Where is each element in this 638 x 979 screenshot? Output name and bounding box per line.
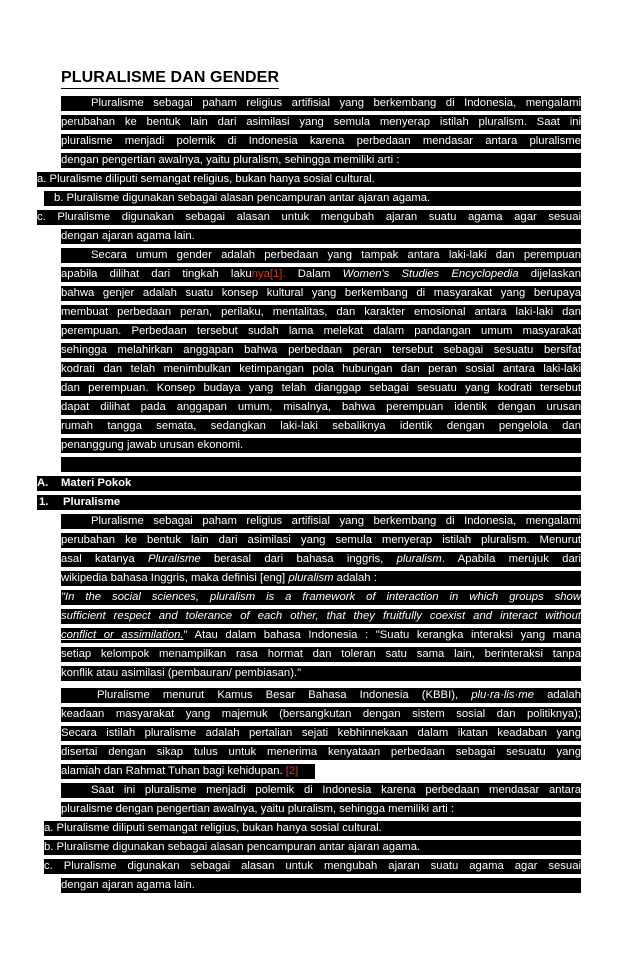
section-number: A.: [37, 477, 49, 489]
text-line: keadaan masyarakat yang majemuk (bersangkutan dengan sistem sosial dan politiknya);: [61, 708, 581, 720]
text-line: [61, 267, 581, 282]
text-line: perubahan ke bentuk lain dari asimilasi yang semula menyerap istilah pluralism. Saat ini: [61, 116, 581, 128]
list-item: b. Pluralisme digunakan sebagai alasan pencampuran antar ajaran agama.: [44, 840, 581, 855]
quote-line: [61, 628, 581, 643]
quote-line: setiap kelompok menampilkan rasa hormat dan toleran satu sama lain, berinteraksi tanpa: [61, 648, 581, 660]
text-line: perubahan ke bentuk lain dari asimilasi yang semula menyerap istilah pluralism. Menurut: [61, 534, 581, 546]
text-span: asal katanya: [61, 553, 148, 565]
text-line: [61, 552, 581, 567]
list-item: dengan ajaran agama lain.: [61, 878, 581, 893]
list-item: c. Pluralisme digunakan sebagai alasan untuk mengubah ajaran suatu agama agar sesuai: [37, 211, 581, 223]
footnote-link[interactable]: nya[1].: [251, 268, 286, 280]
text-span: Women's Studies Encyclopedia: [342, 268, 519, 280]
text-line: Pluralisme sebagai paham religius artifisial yang berkembang di Indonesia, mengalami: [61, 96, 581, 111]
text-span: alamiah dan Rahmat Tuhan bagi kehidupan.: [61, 765, 283, 777]
text-span: " Atau dalam bahasa Indonesia : "Suatu kerangka interaksi yang mana: [183, 629, 581, 641]
text-span: Pluralisme menurut Kamus Besar Bahasa Indonesia (KBBI),: [97, 689, 472, 701]
text-span: wikipedia bahasa Inggris, maka definisi [eng]: [61, 572, 289, 584]
list-item: b. Pluralisme digunakan sebagai alasan pencampuran antar ajaran agama.: [44, 191, 581, 206]
text-line: kodrati dan telah menimbulkan ketimpangan pola hubungan dan peran sosial antara laki-laki: [61, 363, 581, 375]
text-line: Pluralisme sebagai paham religius artifisial yang berkembang di Indonesia, mengalami: [61, 514, 581, 529]
text-line: disertai dengan sikap tulus untuk menerima kenyataan perbedaan sebagai sesuatu yang: [61, 746, 581, 758]
quote-line: "In the social sciences, pluralism is a framework of interaction in which groups show: [61, 591, 581, 603]
text-line: dapat dilihat pada anggapan umum, misalnya, bahwa perempuan identik dengan urusan: [61, 401, 581, 413]
text-line: bahwa genjer adalah suatu konsep kultural yang berkembang di masyarakat yang berupaya: [61, 287, 581, 299]
text-span: Pluralisme: [147, 553, 201, 565]
text-span: pluralism: [288, 572, 334, 584]
section-heading: [37, 476, 581, 491]
list-item: a. Pluralisme diliputi semangat religius, bukan hanya sosial cultural.: [37, 172, 581, 187]
list-item: c. Pluralisme digunakan sebagai alasan untuk mengubah ajaran suatu agama agar sesuai: [44, 860, 581, 872]
text-span: dijelaskan: [518, 268, 581, 280]
blank-line: [61, 457, 581, 472]
text-line: Secara istilah pluralisme adalah pertalian sejati kebhinnekaan dalam ikatan keadaban yang: [61, 727, 581, 739]
text-span: conflict or assimilation.: [61, 629, 184, 641]
list-item: a. Pluralisme diliputi semangat religius, bukan hanya sosial cultural.: [44, 821, 581, 836]
text-span: plu·ra·lis·me: [471, 689, 534, 701]
text-span: apabila dilihat dari tingkah laku: [61, 268, 252, 280]
text-line: membuat perbedaan peran, perilaku, mentalitas, dan karakter emosional antara laki-laki dan: [61, 306, 581, 318]
text-span: berasal dari bahasa inggris,: [200, 553, 397, 565]
text-line: perempuan. Perbedaan tersebut sudah lama melekat dalam pandangan umum masyarakat: [61, 325, 581, 337]
subsection-number: 1.: [39, 496, 49, 508]
footnote-link[interactable]: [2]: [285, 765, 299, 777]
text-line: [61, 688, 581, 703]
text-line: Secara umum gender adalah perbedaan yang tampak antara laki-laki dan perempuan: [61, 248, 581, 263]
text-span: adalah: [533, 689, 581, 701]
text-span: pluralism: [396, 553, 442, 565]
text-line: penanggung jawab urusan ekonomi.: [61, 438, 581, 453]
text-line: pluralisme menjadi polemik di Indonesia karena perbedaan mendasar antara pluralisme: [61, 135, 581, 147]
text-line: dengan pengertian awalnya, yaitu pluralism, sehingga memiliki arti :: [61, 153, 581, 168]
subsection-title: Pluralisme: [63, 496, 121, 508]
subsection-heading: [37, 495, 581, 510]
list-item: dengan ajaran agama lain.: [61, 229, 581, 244]
text-line: [61, 764, 315, 779]
quote-line: sufficient respect and tolerance of each other, that they fruitfully coexist and interact without: [61, 610, 581, 622]
document-title: PLURALISME DAN GENDER: [61, 68, 279, 89]
text-line: pluralisme dengan pengertian awalnya, yaitu pluralism, sehingga memiliki arti :: [61, 802, 581, 817]
text-span: Dalam: [285, 268, 343, 280]
text-line: rumah tangga semata, sedangkan laki-laki sebaliknya identik dengan pengelola dan: [61, 420, 581, 432]
text-span: . Apabila merujuk dari: [441, 553, 581, 565]
quote-line: konflik atau asimilasi (pembauran/ pembiasan).": [61, 666, 581, 681]
text-line: dan perempuan. Konsep budaya yang telah dianggap sebagai sesuatu yang kodrati tersebut: [61, 382, 581, 394]
section-title: Materi Pokok: [61, 477, 132, 489]
text-line: Saat ini pluralisme menjadi polemik di Indonesia karena perbedaan mendasar antara: [61, 783, 581, 798]
text-line: [61, 571, 581, 586]
text-span: adalah :: [333, 572, 377, 584]
text-line: sehingga melahirkan anggapan bahwa perbedaan peran tersebut sebagai sesuatu bersifat: [61, 344, 581, 356]
